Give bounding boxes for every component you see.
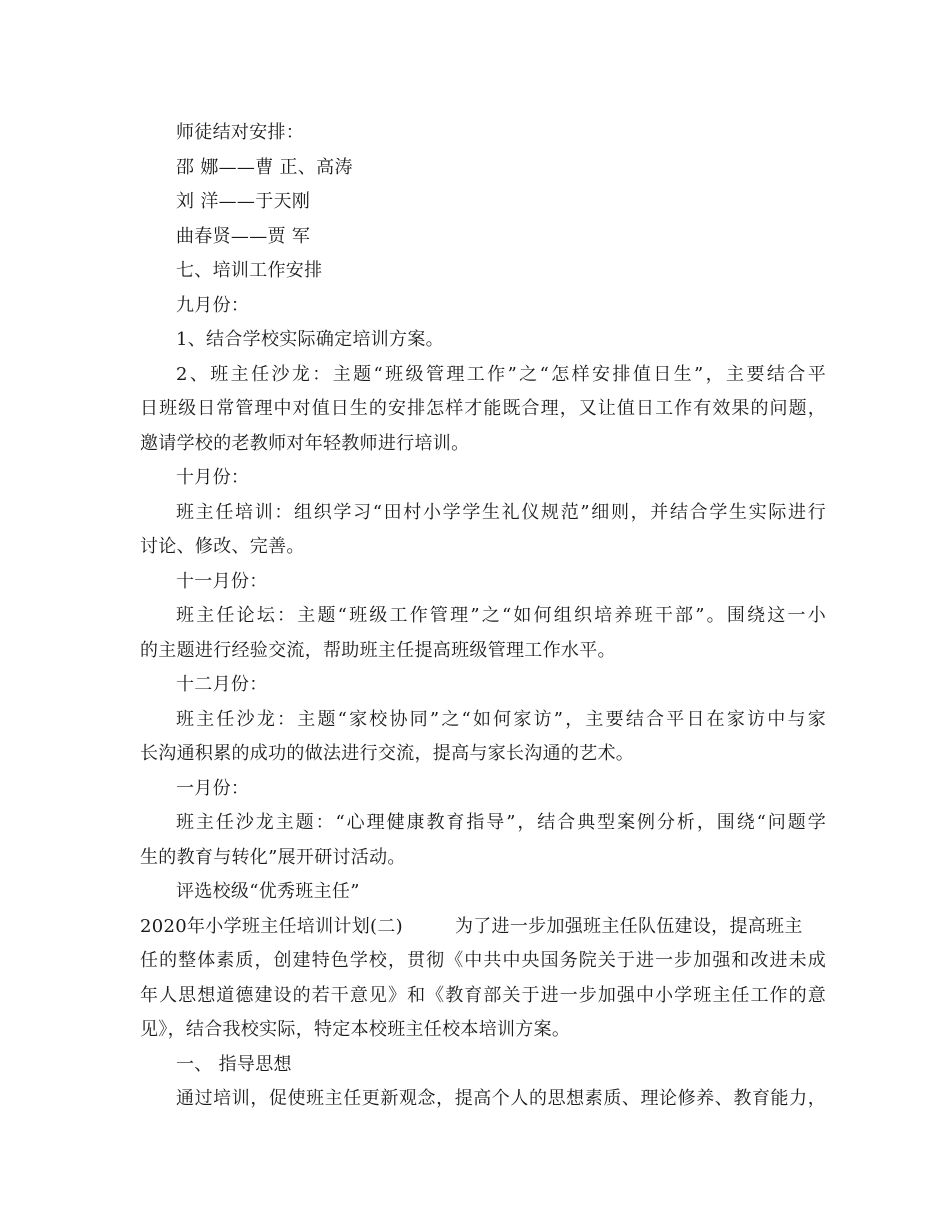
text-line: 长沟通积累的成功的做法进行交流，提高与家长沟通的艺术。 — [140, 743, 635, 764]
document-subtitle: 2020年小学班主任培训计划(二) — [140, 915, 403, 937]
text-line: 年人思想道德建设的若干意见》和《教育部关于进一步加强中小学班主任工作的意 — [140, 984, 826, 1006]
text-line: 任的整体素质，创建特色学校，贯彻《中共中央国务院关于进一步加强和改进未成 — [140, 950, 826, 971]
document-body — [140, 116, 826, 1117]
text-line: 一、 指导思想 — [176, 1053, 292, 1075]
text-line: 1、结合学校实际确定培训方案。 — [176, 329, 444, 350]
text-line: 评选校级“优秀班主任” — [176, 881, 360, 902]
text-line: 班主任培训：组织学习“田村小学学生礼仪规范”细则，并结合学生实际进行 — [176, 501, 826, 523]
text-line: 十一月份： — [176, 570, 268, 592]
text-line: 曲春贤——贾 军 — [176, 225, 311, 247]
text-line: 班主任论坛：主题“班级工作管理”之“如何组织培养班干部”。围绕这一小 — [176, 605, 826, 626]
text-line: 见》，结合我校实际，特定本校班主任校本培训方案。 — [140, 1019, 571, 1040]
text-line: 生的教育与转化”展开研讨活动。 — [140, 846, 406, 868]
text-line: 师徒结对安排： — [176, 122, 305, 143]
text-line: 通过培训，促使班主任更新观念，提高个人的思想素质、理论修养、教育能力， — [176, 1088, 826, 1109]
text-line: 十二月份： — [176, 674, 268, 695]
text-line: 日班级日常管理中对值日生的安排怎样才能既合理，又让值日工作有效果的问题， — [140, 398, 826, 419]
text-line: 七、培训工作安排 — [176, 260, 323, 281]
text-line: 十月份： — [176, 467, 250, 488]
text-line: 九月份： — [176, 294, 250, 316]
heading-continuation: 为了进一步加强班主任队伍建设，提高班主 — [454, 915, 803, 937]
text-line: 班主任沙龙主题：“心理健康教育指导”，结合典型案例分析，围绕“问题学 — [176, 812, 826, 833]
text-line: 一月份： — [176, 777, 250, 799]
heading-line — [140, 910, 826, 945]
text-line: 2、班主任沙龙：主题“班级管理工作”之“怎样安排值日生”，主要结合平 — [176, 363, 826, 385]
paragraph-group-plan-intro — [140, 944, 826, 1117]
text-line: 的主题进行经验交流，帮助班主任提高班级管理工作水平。 — [140, 639, 616, 661]
paragraph-group-training-schedule — [140, 116, 826, 910]
text-line: 班主任沙龙：主题“家校协同”之“如何家访”，主要结合平日在家访中与家 — [176, 708, 826, 730]
text-line: 刘 洋——于天刚 — [176, 191, 311, 212]
text-line: 讨论、修改、完善。 — [140, 536, 305, 557]
text-line: 邀请学校的老教师对年轻教师进行培训。 — [140, 432, 470, 454]
text-line: 邵 娜——曹 正、高涛 — [176, 156, 353, 178]
